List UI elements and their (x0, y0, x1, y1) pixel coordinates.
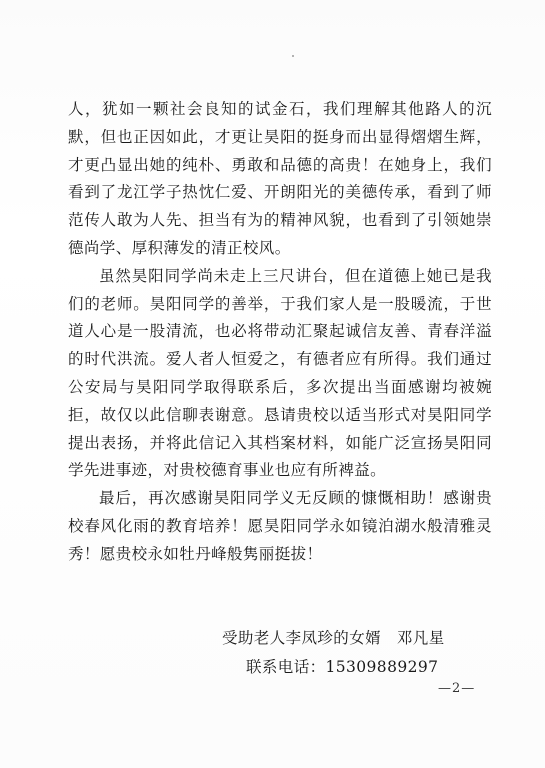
signer-name: 受助老人李凤珍的女婿 邓凡星 (222, 629, 445, 647)
signature-block (222, 624, 522, 682)
paragraph-2: 虽然昊阳同学尚未走上三尺讲台，但在道德上她已是我们的老师。昊阳同学的善举，于我们家人是一股暖流，于世道人心是一股清流，也必将带动汇聚起诚信友善、青春洋溢的时代洪流。爱人者人恒爱之，有德者应有所得。我们通过公安局与昊阳同学取得联系后，多次提出当面感谢均被婉拒，故仅以此信聊表谢意。恳请贵校以适当形式对昊阳同学提出表扬，并将此信记入其档案材料，如能广泛宣扬昊阳同学先进事迹，对贵校德育事业也应有所裨益。 (68, 266, 492, 480)
scan-speck (292, 55, 294, 57)
letter-body (68, 96, 492, 569)
contact-phone: 联系电话：15309889297 (246, 658, 439, 676)
page-number: —2— (438, 681, 476, 696)
paragraph-3: 最后，再次感谢昊阳同学义无反顾的慷慨相助！感谢贵校春风化雨的教育培养！愿昊阳同学永如镜泊湖水般清雅灵秀！愿贵校永如牡丹峰般隽丽挺拔！ (68, 489, 492, 563)
paragraph-1: 人，犹如一颗社会良知的试金石，我们理解其他路人的沉默，但也正因如此，才更让昊阳的挺身而出显得熠熠生辉，才更凸显出她的纯朴、勇敢和品德的高贵！在她身上，我们看到了龙江学子热忱仁爱、开朗阳光的美德传承，看到了师范传人敢为人先、担当有为的精神风貌，也看到了引领她崇德尚学、厚积薄发的清正校风。 (68, 100, 492, 257)
